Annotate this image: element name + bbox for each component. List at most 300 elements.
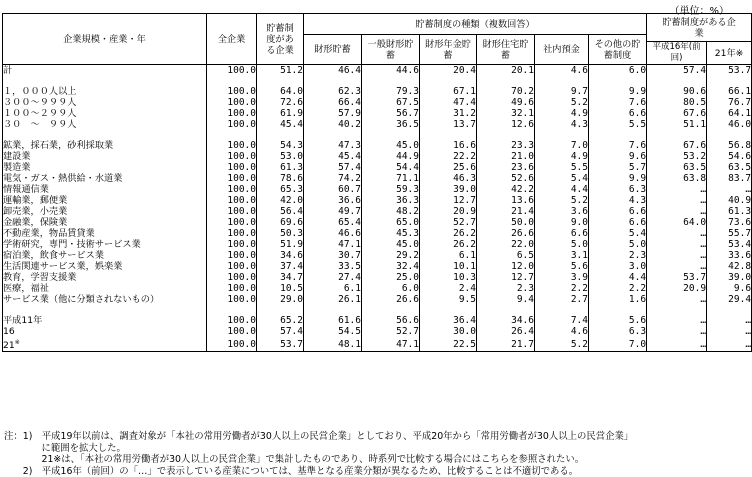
cell-value [362, 130, 420, 140]
cell-value: 6.3 [589, 326, 647, 337]
cell-value [362, 305, 420, 315]
cell-value: 100.0 [207, 326, 257, 337]
cell-value: … [707, 184, 752, 195]
cell-value: 42.0 [257, 195, 304, 206]
cell-value: 42.2 [477, 184, 535, 195]
header-category: 企業規模・産業・年 [3, 14, 207, 65]
cell-value: 100.0 [207, 108, 257, 119]
cell-value: 100.0 [207, 206, 257, 217]
table-row [3, 119, 752, 130]
cell-value: 46.6 [304, 228, 362, 239]
cell-value: 65.2 [257, 315, 304, 326]
cell-value: 100.0 [207, 119, 257, 130]
header-type-internal: 社内預金 [535, 35, 589, 65]
row-label [3, 239, 207, 250]
cell-value: 37.4 [257, 261, 304, 272]
row-label [3, 162, 207, 173]
header-type-general [362, 35, 420, 65]
cell-value: 46.3 [420, 173, 477, 184]
cell-value: 53.0 [257, 151, 304, 162]
cell-value: 67.6 [647, 140, 707, 151]
cell-value: 47.3 [304, 140, 362, 151]
footnote-line: 2) 平成16年（前回）の「…」で表示している産業については、基準となる産業分類が異なるため、比較することは不適切である。 [4, 465, 579, 477]
cell-value: … [647, 195, 707, 206]
table-row [3, 326, 752, 337]
cell-value: 12.0 [477, 261, 535, 272]
header-type-pension-text: 財形年金貯蓄 [425, 38, 471, 61]
cell-value: 51.2 [257, 65, 304, 77]
cell-value: 30.7 [304, 250, 362, 261]
spacer-row [3, 305, 752, 315]
cell-value: 61.3 [257, 162, 304, 173]
cell-value: 62.3 [304, 86, 362, 97]
table-row [3, 294, 752, 305]
table-row [3, 283, 752, 294]
cell-value: 53.4 [707, 239, 752, 250]
cell-value: 26.1 [304, 294, 362, 305]
cell-value: 100.0 [207, 140, 257, 151]
cell-value: 6.0 [589, 65, 647, 77]
row-label-text: ３０ ～ ９９人 [3, 119, 77, 130]
header-all-companies: 全企業 [207, 14, 257, 65]
row-label-text: 生活関連サービス業，娯楽業 [3, 261, 123, 272]
row-label [3, 337, 207, 352]
cell-value: 12.7 [420, 195, 477, 206]
cell-value: 57.4 [304, 162, 362, 173]
cell-value: 5.4 [535, 173, 589, 184]
cell-value: 47.4 [420, 97, 477, 108]
cell-value: 9.9 [589, 86, 647, 97]
table-row [3, 140, 752, 151]
cell-value: 12.7 [477, 272, 535, 283]
cell-value: 5.5 [589, 119, 647, 130]
cell-value: 100.0 [207, 184, 257, 195]
cell-value: 23.3 [477, 140, 535, 151]
cell-value: 12.6 [477, 119, 535, 130]
cell-value: 2.2 [589, 283, 647, 294]
cell-value: 5.4 [589, 228, 647, 239]
cell-value: 5.2 [535, 97, 589, 108]
cell-value: … [707, 326, 752, 337]
cell-value: 7.6 [589, 97, 647, 108]
cell-value: 32.1 [477, 108, 535, 119]
cell-value: 10.3 [420, 272, 477, 283]
cell-value: 61.3 [707, 206, 752, 217]
cell-value: … [647, 315, 707, 326]
cell-value: … [647, 184, 707, 195]
cell-value: 27.4 [304, 272, 362, 283]
cell-value [535, 305, 589, 315]
cell-value: 4.9 [535, 151, 589, 162]
row-label-text: 教育，学習支援業 [3, 272, 77, 283]
cell-value: 6.6 [535, 228, 589, 239]
cell-value: 45.0 [362, 239, 420, 250]
header-type-zaikei: 財形貯蓄 [304, 35, 362, 65]
cell-value: 25.6 [420, 162, 477, 173]
cell-value: 22.0 [477, 239, 535, 250]
header-types-group: 貯蓄制度の種類（複数回答） [304, 14, 647, 35]
cell-value: 100.0 [207, 294, 257, 305]
cell-value: 57.4 [647, 65, 707, 77]
cell-value: 100.0 [207, 283, 257, 294]
row-label-text: 宿泊業，飲食サービス業 [3, 250, 105, 261]
cell-value: 20.4 [420, 65, 477, 77]
cell-value: 6.6 [589, 217, 647, 228]
cell-value: 34.7 [257, 272, 304, 283]
cell-value: 3.0 [589, 261, 647, 272]
cell-value: 7.0 [589, 337, 647, 352]
row-label [3, 76, 207, 86]
cell-value: 60.7 [304, 184, 362, 195]
cell-value: 32.4 [362, 261, 420, 272]
cell-value: 13.7 [420, 119, 477, 130]
cell-value: 100.0 [207, 162, 257, 173]
cell-value: 36.6 [304, 195, 362, 206]
table-row [3, 206, 752, 217]
cell-value: 66.4 [304, 97, 362, 108]
row-label-text: １，０００人以上 [3, 86, 77, 97]
cell-value: 9.4 [477, 294, 535, 305]
cell-value: 100.0 [207, 151, 257, 162]
table-row [3, 162, 752, 173]
cell-value [207, 305, 257, 315]
cell-value: 46.0 [707, 119, 752, 130]
row-label-text: 電気・ガス・熱供給・水道業 [3, 173, 123, 184]
footnote-line: 21※は、「本社の常用労働者が30人以上の民営企業」で集計したものであり、時系列で比較する場合にはこちらを参照されたい。 [4, 454, 585, 465]
cell-value [535, 76, 589, 86]
header-has-group-text: 貯蓄制度がある企業 [662, 16, 736, 39]
header-prev-year: 平成16年(前回) [647, 42, 707, 65]
cell-value: 6.6 [589, 206, 647, 217]
cell-value: 7.0 [535, 140, 589, 151]
cell-value [362, 76, 420, 86]
row-label [3, 130, 207, 140]
cell-value: 90.6 [647, 86, 707, 97]
cell-value: 5.2 [535, 195, 589, 206]
cell-value: 67.1 [420, 86, 477, 97]
cell-value: 67.6 [647, 108, 707, 119]
cell-value [257, 76, 304, 86]
cell-value: 47.1 [362, 337, 420, 352]
cell-value [257, 130, 304, 140]
cell-value: 100.0 [207, 239, 257, 250]
cell-value [257, 305, 304, 315]
cell-value: 29.2 [362, 250, 420, 261]
cell-value [589, 305, 647, 315]
cell-value: 100.0 [207, 228, 257, 239]
cell-value: 4.9 [535, 108, 589, 119]
cell-value: 100.0 [207, 97, 257, 108]
cell-value: 53.7 [707, 65, 752, 77]
cell-value: 65.3 [257, 184, 304, 195]
cell-value [535, 130, 589, 140]
cell-value: 1.6 [589, 294, 647, 305]
cell-value: 4.6 [535, 65, 589, 77]
cell-value: 49.7 [304, 206, 362, 217]
cell-value: 2.3 [477, 283, 535, 294]
cell-value: 78.6 [257, 173, 304, 184]
cell-value: 66.1 [707, 86, 752, 97]
cell-value: 26.6 [477, 228, 535, 239]
cell-value: 71.1 [362, 173, 420, 184]
cell-value: 53.7 [647, 272, 707, 283]
spacer-row [3, 76, 752, 86]
cell-value: 67.5 [362, 97, 420, 108]
cell-value: 100.0 [207, 65, 257, 77]
cell-value: 100.0 [207, 173, 257, 184]
cell-value: 25.0 [362, 272, 420, 283]
cell-value: 56.4 [257, 206, 304, 217]
cell-value: 59.3 [362, 184, 420, 195]
cell-value [304, 305, 362, 315]
table-row [3, 65, 752, 77]
cell-value: 7.4 [535, 315, 589, 326]
cell-value: 22.2 [420, 151, 477, 162]
row-label-text: 16 [3, 326, 15, 337]
header-type-pension [420, 35, 477, 65]
cell-value: 31.2 [420, 108, 477, 119]
cell-value: 49.6 [477, 97, 535, 108]
header-has-savings-text: 貯蓄制度がある企業 [266, 22, 294, 56]
cell-value [707, 130, 752, 140]
cell-value: 45.4 [257, 119, 304, 130]
row-label [3, 195, 207, 206]
cell-value: 33.5 [304, 261, 362, 272]
header-curr-year: 21年※ [707, 42, 752, 65]
cell-value: 6.5 [477, 250, 535, 261]
row-label [3, 250, 207, 261]
cell-value: 26.2 [420, 228, 477, 239]
row-label-text: サービス業（他に分類されないもの） [3, 294, 160, 305]
cell-value: 26.6 [362, 294, 420, 305]
cell-value: 33.6 [707, 250, 752, 261]
table-row [3, 250, 752, 261]
row-label [3, 119, 207, 130]
row-label [3, 315, 207, 326]
cell-value: 21.7 [477, 337, 535, 352]
table-row [3, 195, 752, 206]
cell-value: 48.2 [362, 206, 420, 217]
savings-system-table [2, 13, 752, 352]
cell-value: 6.3 [589, 184, 647, 195]
cell-value: 20.9 [647, 283, 707, 294]
cell-value: 61.9 [257, 108, 304, 119]
cell-value: 5.2 [535, 337, 589, 352]
cell-value: 22.5 [420, 337, 477, 352]
cell-value: 79.3 [362, 86, 420, 97]
table-row [3, 217, 752, 228]
cell-value: 16.6 [420, 140, 477, 151]
table-row [3, 151, 752, 162]
cell-value: 100.0 [207, 315, 257, 326]
row-label [3, 86, 207, 97]
header-type-other-text: その他の貯蓄制度 [594, 38, 641, 61]
cell-value: 30.0 [420, 326, 477, 337]
cell-value: 51.9 [257, 239, 304, 250]
cell-value: 3.1 [535, 250, 589, 261]
cell-value: 63.5 [647, 162, 707, 173]
cell-value: 23.6 [477, 162, 535, 173]
cell-value: 74.2 [304, 173, 362, 184]
cell-value: 64.0 [647, 217, 707, 228]
cell-value: 80.5 [647, 97, 707, 108]
row-label-text: 不動産業，物品賃貸業 [3, 228, 95, 239]
cell-value: 100.0 [207, 250, 257, 261]
cell-value: … [647, 228, 707, 239]
cell-value: 54.3 [257, 140, 304, 151]
cell-value: 65.4 [304, 217, 362, 228]
cell-value [304, 76, 362, 86]
cell-value: … [647, 239, 707, 250]
cell-value: 56.7 [362, 108, 420, 119]
cell-value: 9.6 [589, 151, 647, 162]
cell-value: 5.7 [589, 162, 647, 173]
footnotes [4, 431, 732, 477]
cell-value: … [647, 250, 707, 261]
cell-value: 34.6 [477, 315, 535, 326]
cell-value: 4.6 [535, 326, 589, 337]
cell-value: 4.4 [589, 272, 647, 283]
cell-value: 50.3 [257, 228, 304, 239]
cell-value: 3.6 [535, 206, 589, 217]
cell-value: 72.6 [257, 97, 304, 108]
cell-value [477, 76, 535, 86]
cell-value: 69.6 [257, 217, 304, 228]
cell-value: 21.0 [477, 151, 535, 162]
cell-value [420, 130, 477, 140]
cell-value: 83.7 [707, 173, 752, 184]
header-has-group [647, 14, 752, 42]
cell-value: 9.9 [589, 173, 647, 184]
row-label [3, 294, 207, 305]
cell-value: 100.0 [207, 337, 257, 352]
cell-value: … [647, 337, 707, 352]
cell-value: 54.5 [304, 326, 362, 337]
cell-value: 76.7 [707, 97, 752, 108]
header-type-general-text: 一般財形貯蓄 [367, 38, 414, 61]
cell-value [207, 130, 257, 140]
row-label [3, 97, 207, 108]
cell-value: 42.8 [707, 261, 752, 272]
cell-value [647, 130, 707, 140]
cell-value: 51.1 [647, 119, 707, 130]
cell-value [420, 76, 477, 86]
cell-value: 53.2 [647, 151, 707, 162]
cell-value: 47.1 [304, 239, 362, 250]
table-row [3, 173, 752, 184]
row-label-text: 運輸業，郵便業 [3, 195, 68, 206]
row-label-text: 製造業 [3, 162, 31, 173]
header-type-housing-text: 財形住宅貯蓄 [482, 38, 529, 61]
cell-value: 70.2 [477, 86, 535, 97]
cell-value: 64.1 [707, 108, 752, 119]
cell-value [647, 76, 707, 86]
row-label-mark: ※ [14, 339, 20, 346]
header-has-savings [257, 14, 304, 65]
table-body [3, 65, 752, 352]
cell-value: 5.6 [535, 261, 589, 272]
cell-value: 21.4 [477, 206, 535, 217]
cell-value: 54.6 [707, 151, 752, 162]
cell-value: 7.6 [589, 140, 647, 151]
cell-value [647, 305, 707, 315]
row-label-text: 医療，福祉 [3, 283, 49, 294]
cell-value: 26.2 [420, 239, 477, 250]
cell-value: 36.4 [420, 315, 477, 326]
cell-value: 10.5 [257, 283, 304, 294]
row-label [3, 228, 207, 239]
cell-value: 73.6 [707, 217, 752, 228]
row-label [3, 217, 207, 228]
cell-value [589, 130, 647, 140]
cell-value: 2.4 [420, 283, 477, 294]
cell-value: 5.5 [535, 162, 589, 173]
cell-value: 13.6 [477, 195, 535, 206]
cell-value: 56.6 [362, 315, 420, 326]
cell-value [477, 130, 535, 140]
cell-value: … [707, 337, 752, 352]
table-row [3, 272, 752, 283]
cell-value: 3.9 [535, 272, 589, 283]
cell-value: 52.7 [420, 217, 477, 228]
row-label [3, 173, 207, 184]
cell-value: 2.3 [589, 250, 647, 261]
cell-value: … [647, 326, 707, 337]
row-label [3, 184, 207, 195]
cell-value: 64.0 [257, 86, 304, 97]
row-label-text: 建設業 [3, 151, 31, 162]
cell-value: … [647, 294, 707, 305]
cell-value [477, 305, 535, 315]
cell-value: 9.5 [420, 294, 477, 305]
cell-value [420, 305, 477, 315]
cell-value: 54.4 [362, 162, 420, 173]
table-row [3, 97, 752, 108]
cell-value: 9.7 [535, 86, 589, 97]
cell-value: 100.0 [207, 86, 257, 97]
cell-value: 57.9 [304, 108, 362, 119]
cell-value: 36.5 [362, 119, 420, 130]
header-type-housing [477, 35, 535, 65]
cell-value: 36.3 [362, 195, 420, 206]
cell-value: 50.0 [477, 217, 535, 228]
row-label-text: 計 [3, 65, 13, 76]
row-label [3, 65, 207, 77]
cell-value: 46.4 [304, 65, 362, 77]
cell-value [207, 76, 257, 86]
cell-value: 65.0 [362, 217, 420, 228]
row-label-text: 卸売業，小売業 [3, 206, 68, 217]
cell-value: 29.0 [257, 294, 304, 305]
cell-value: 6.6 [589, 108, 647, 119]
cell-value: … [647, 206, 707, 217]
row-label-text: 鉱業，採石業，砂利採取業 [3, 140, 114, 151]
table-row [3, 228, 752, 239]
row-label [3, 140, 207, 151]
row-label [3, 108, 207, 119]
cell-value: 40.9 [707, 195, 752, 206]
cell-value: 4.3 [535, 119, 589, 130]
cell-value: 39.0 [420, 184, 477, 195]
cell-value: 20.9 [420, 206, 477, 217]
table-row [3, 337, 752, 352]
row-label-text: １００～２９９人 [3, 108, 77, 119]
footnote-line: に範囲を拡大した。 [4, 442, 126, 454]
cell-value: 45.0 [362, 140, 420, 151]
cell-value: 63.8 [647, 173, 707, 184]
header-type-other [589, 35, 647, 65]
row-label [3, 151, 207, 162]
